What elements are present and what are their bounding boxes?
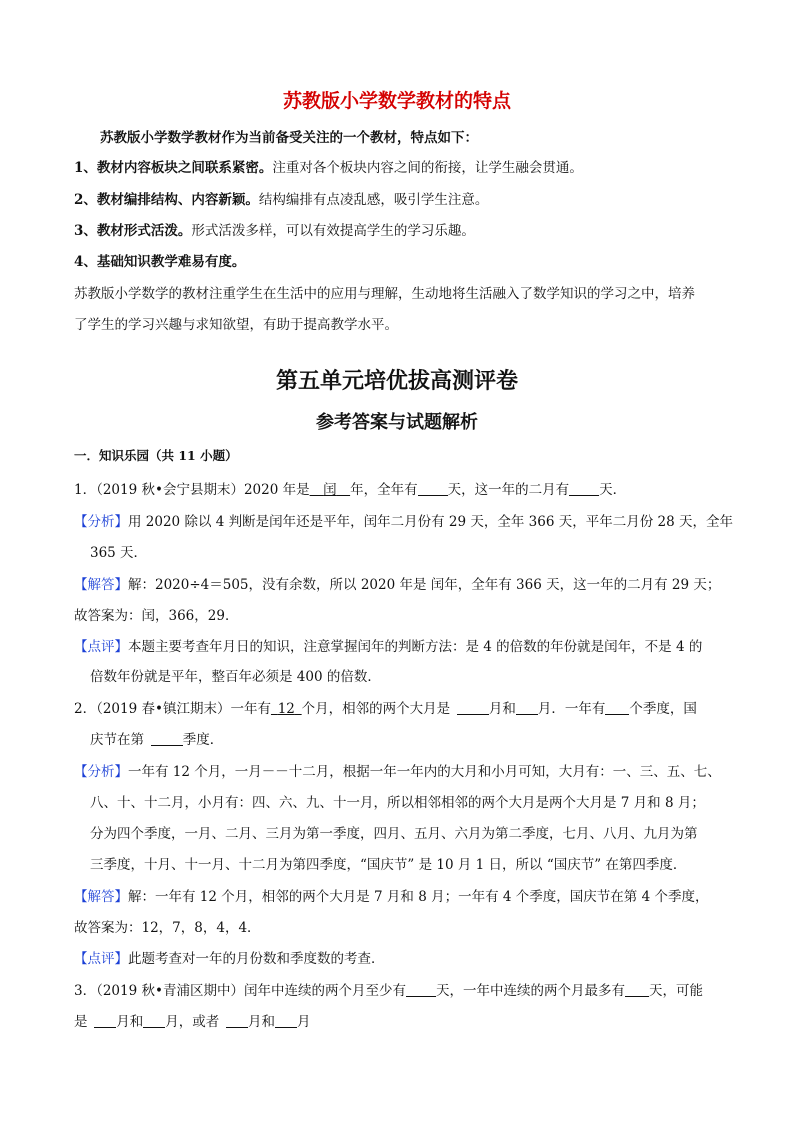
intro-summary-line-2: 了学生的学习兴趣与求知欲望，有助于提高教学水平。: [74, 317, 398, 333]
analysis-tag: 【分析】: [74, 514, 128, 530]
exam-subtitle: 参考答案与试题解析: [316, 412, 478, 433]
intro-point-3: [74, 219, 475, 239]
point-number: 4、: [74, 254, 97, 270]
q2-stem-cont: 庆节在第 季度．: [90, 732, 224, 748]
q1-analysis-cont: 365 天．: [90, 545, 148, 561]
q2-answer-blank: 12: [277, 701, 295, 717]
q1-comment-cont: 倍数年份就是平年，整百年必须是 400 的倍数．: [90, 669, 381, 685]
answer-blank: [569, 481, 599, 496]
intro-lead: 苏教版小学数学教材作为当前备受关注的一个教材，特点如下：: [100, 130, 478, 146]
answer-blank: [275, 1013, 297, 1028]
point-number: 2、: [74, 192, 97, 208]
answer-blank: [143, 1013, 165, 1028]
answer-blank: [625, 982, 649, 997]
q2-stem: 2．（2019 春•镇江期末）一年有 12 个月，相邻的两个大月是 月和 月．一年有 个季度，国: [74, 701, 697, 717]
intro-summary-line-1: 苏教版小学数学的教材注重学生在生活中的应用与理解，生动地将生活融入了数学知识的学习之中，培养: [74, 286, 695, 302]
q2-solution: 【解答】解：一年有 12 个月，相邻的两个大月是 7 月和 8 月；一年有 4 个季度，国庆节在第 4 个季度，: [74, 889, 709, 905]
point-heading: 教材编排结构、内容新颖。: [96, 192, 259, 208]
answer-blank: [226, 1013, 248, 1028]
intro-title: 苏教版小学数学教材的特点: [282, 90, 511, 112]
point-heading: 教材形式活泼。: [96, 223, 192, 239]
answer-blank: [406, 982, 436, 997]
q1-analysis: 【分析】用 2020 除以 4 判断是闰年还是平年，闰年二月份有 29 天，全年 366 天，平年二月份 28 天，全年: [74, 514, 733, 530]
q2-analysis-cont-1: 八、十、十二月，小月有：四、六、九、十一月，所以相邻相邻的两个大月是两个大月是 7 月和 8 月；: [90, 795, 705, 811]
answer-blank: [516, 700, 538, 715]
answer-blank: [605, 700, 629, 715]
answer-blank: [94, 1013, 116, 1028]
comment-tag: 【点评】: [74, 951, 128, 967]
q2-analysis-cont-2: 分为四个季度，一月、二月、三月为第一季度，四月、五月、六月为第二季度，七月、八月、九月为第: [90, 826, 698, 842]
q1-stem: 1．（2019 秋•会宁县期末）2020 年是 闰 年，全年有 天，这一年的二月有 天．: [74, 482, 627, 498]
q2-analysis: 【分析】一年有 12 个月，一月－－十二月，根据一年一年内的大月和小月可知，大月有：一、三、五、七、: [74, 764, 721, 780]
q1-comment: 【点评】本题主要考查年月日的知识，注意掌握闰年的判断方法：是 4 的倍数的年份就是闰年，不是 4 的: [74, 639, 703, 655]
answer-blank: [457, 700, 489, 715]
point-heading: 教材内容板块之间联系紧密。: [96, 160, 273, 176]
q2-analysis-cont-3: 三季度，十月、十一月、十二月为第四季度，“国庆节” 是 10 月 1 日，所以 “国庆节” 在第四季度．: [90, 857, 687, 873]
point-body: 形式活泼多样，可以有效提高学生的学习乐趣。: [191, 223, 475, 239]
point-number: 3、: [74, 223, 97, 239]
intro-point-2: [74, 188, 488, 208]
solution-tag: 【解答】: [74, 889, 128, 905]
answer-blank: [418, 481, 448, 496]
q2-answer-summary: 故答案为：12，7，8，4，4．: [74, 920, 261, 936]
analysis-tag: 【分析】: [74, 764, 128, 780]
q1-answer-summary: 故答案为：闰，366，29．: [74, 608, 239, 624]
exam-title: 第五单元培优拔高测评卷: [275, 369, 518, 394]
point-body: 结构编排有点凌乱感，吸引学生注意。: [258, 192, 489, 208]
q1-answer-blank: 闰: [323, 482, 337, 498]
point-heading: 基础知识教学难易有度。: [96, 254, 246, 270]
section-heading: 一．知识乐园（共 11 小题）: [74, 448, 238, 463]
q3-stem-cont: 是 月和 月，或者 月和 月: [74, 1014, 311, 1030]
q1-solution: 【解答】解：2020÷4＝505，没有余数，所以 2020 年是 闰年，全年有 366 天，这一年的二月有 29 天；: [74, 577, 721, 593]
intro-point-4: [74, 250, 245, 270]
solution-tag: 【解答】: [74, 577, 128, 593]
intro-point-1: [74, 156, 583, 176]
q2-comment: 【点评】此题考查对一年的月份数和季度数的考查．: [74, 951, 385, 967]
q3-stem: 3．（2019 秋•青浦区期中）闰年中连续的两个月至少有 天，一年中连续的两个月最多有 天，可能: [74, 983, 703, 999]
comment-tag: 【点评】: [74, 639, 128, 655]
answer-blank: [151, 731, 183, 746]
point-body: 注重对各个板块内容之间的衔接，让学生融会贯通。: [272, 160, 583, 176]
point-number: 1、: [74, 160, 97, 176]
